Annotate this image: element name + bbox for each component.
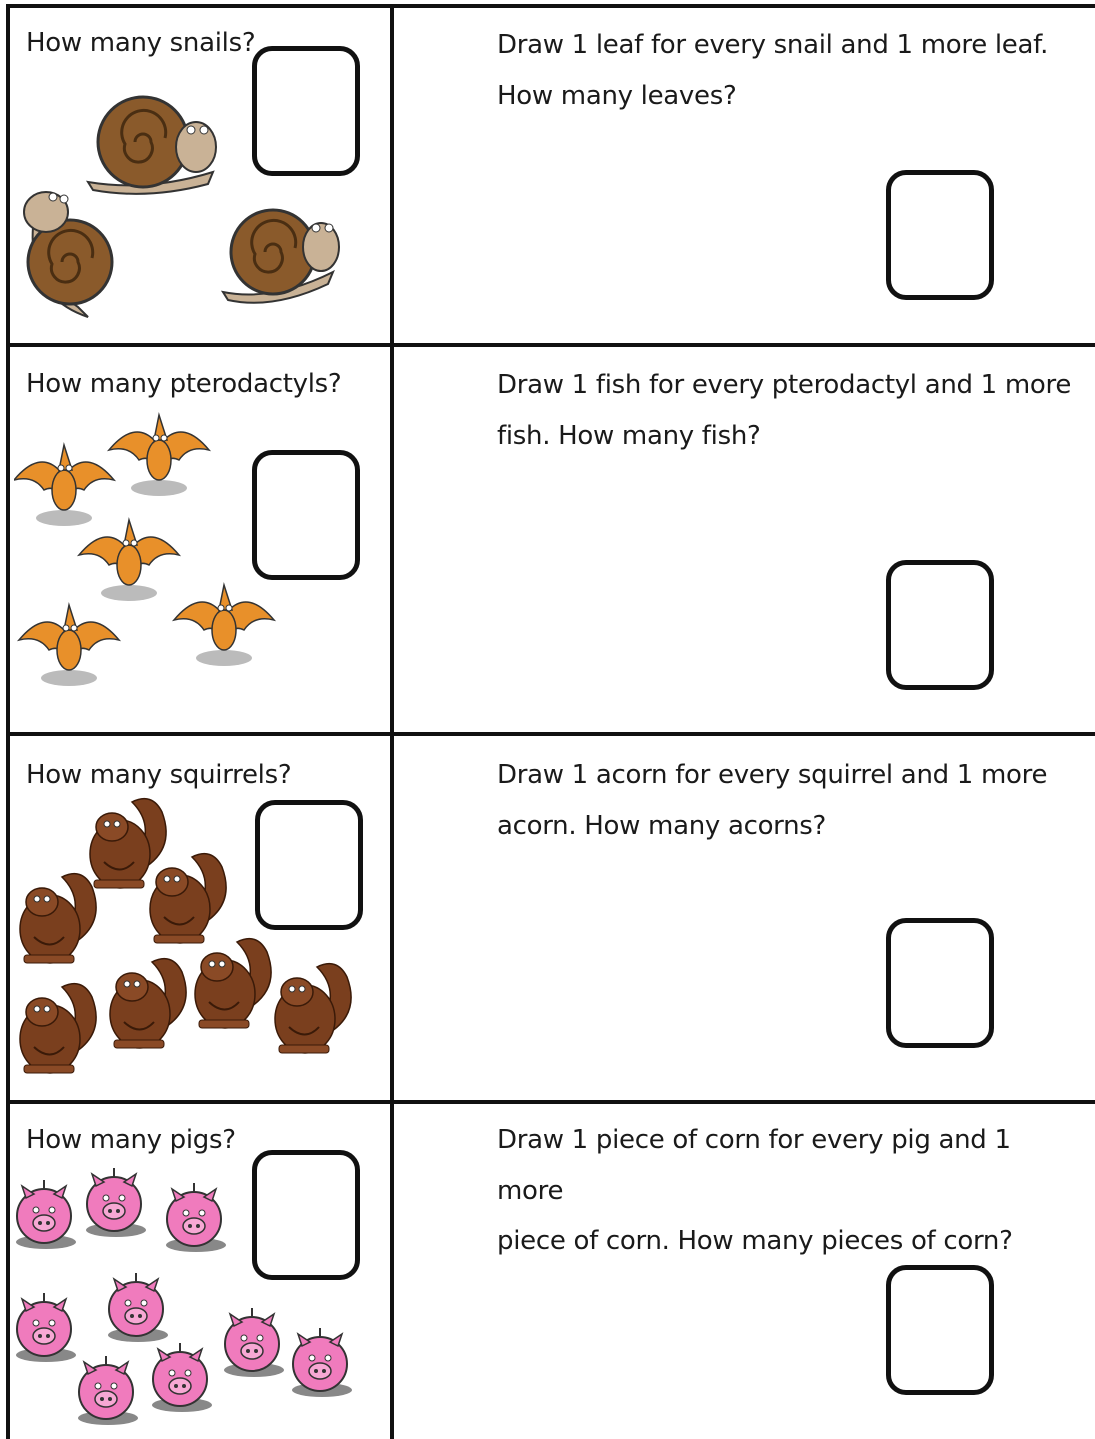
pig-icon [16, 1180, 76, 1249]
pterodactyl-icon [19, 605, 119, 686]
squirrel-icon [110, 959, 186, 1048]
pig-icon [224, 1308, 284, 1377]
question-pigs: How many pigs? [26, 1125, 236, 1155]
instruction-corn-line2: piece of corn. How many pieces of corn? [497, 1226, 1013, 1257]
squirrel-icon [20, 984, 96, 1073]
pig-icon [292, 1328, 352, 1397]
squirrel-picture-group [12, 792, 362, 1092]
answer-box-leaves[interactable] [886, 170, 994, 300]
pterodactyl-icon [14, 445, 114, 526]
instruction-acorns-line1: Draw 1 acorn for every squirrel and 1 more [497, 760, 1048, 790]
pig-icon [152, 1343, 212, 1412]
pterodactyl-icon [174, 585, 274, 666]
border-left [6, 4, 10, 1439]
pig-icon [108, 1273, 168, 1342]
answer-box-corn[interactable] [886, 1265, 994, 1395]
instruction-fish-line1: Draw 1 fish for every pterodactyl and 1 more [497, 370, 1072, 400]
squirrel-icon [90, 799, 166, 888]
question-squirrels: How many squirrels? [26, 760, 292, 790]
squirrel-icon [20, 874, 96, 963]
column-divider [390, 4, 394, 1439]
snail-picture-group [18, 92, 348, 332]
row-divider-1 [6, 343, 1095, 347]
snail-icon [88, 97, 216, 194]
instruction-leaves [497, 20, 1072, 121]
pterodactyl-icon [79, 520, 179, 601]
instruction-corn [497, 1115, 1072, 1267]
row-divider-2 [6, 732, 1095, 736]
instruction-corn-line1: Draw 1 piece of corn for every pig and 1 more [497, 1125, 1011, 1206]
row-divider-3 [6, 1100, 1095, 1104]
instruction-leaves-line1: Draw 1 leaf for every snail and 1 more leaf. [497, 30, 1049, 60]
instruction-fish [497, 360, 1072, 461]
instruction-acorns [497, 750, 1072, 851]
pterodactyl-icon [109, 415, 209, 496]
snail-icon [24, 192, 112, 317]
pig-icon [86, 1168, 146, 1237]
pig-icon [78, 1356, 138, 1425]
pig-picture-group [14, 1168, 354, 1439]
answer-box-acorns[interactable] [886, 918, 994, 1048]
question-snails: How many snails? [26, 28, 256, 58]
answer-box-fish[interactable] [886, 560, 994, 690]
pterodactyl-picture-group [14, 410, 304, 700]
pig-icon [166, 1183, 226, 1252]
question-pterodactyls: How many pterodactyls? [26, 369, 342, 399]
instruction-leaves-line2: How many leaves? [497, 80, 737, 111]
instruction-fish-line2: fish. How many fish? [497, 420, 761, 451]
squirrel-icon [275, 964, 351, 1053]
pig-icon [16, 1293, 76, 1362]
squirrel-icon [150, 854, 226, 943]
border-top [6, 4, 1095, 8]
snail-icon [223, 210, 339, 303]
instruction-acorns-line2: acorn. How many acorns? [497, 810, 827, 841]
squirrel-icon [195, 939, 271, 1028]
